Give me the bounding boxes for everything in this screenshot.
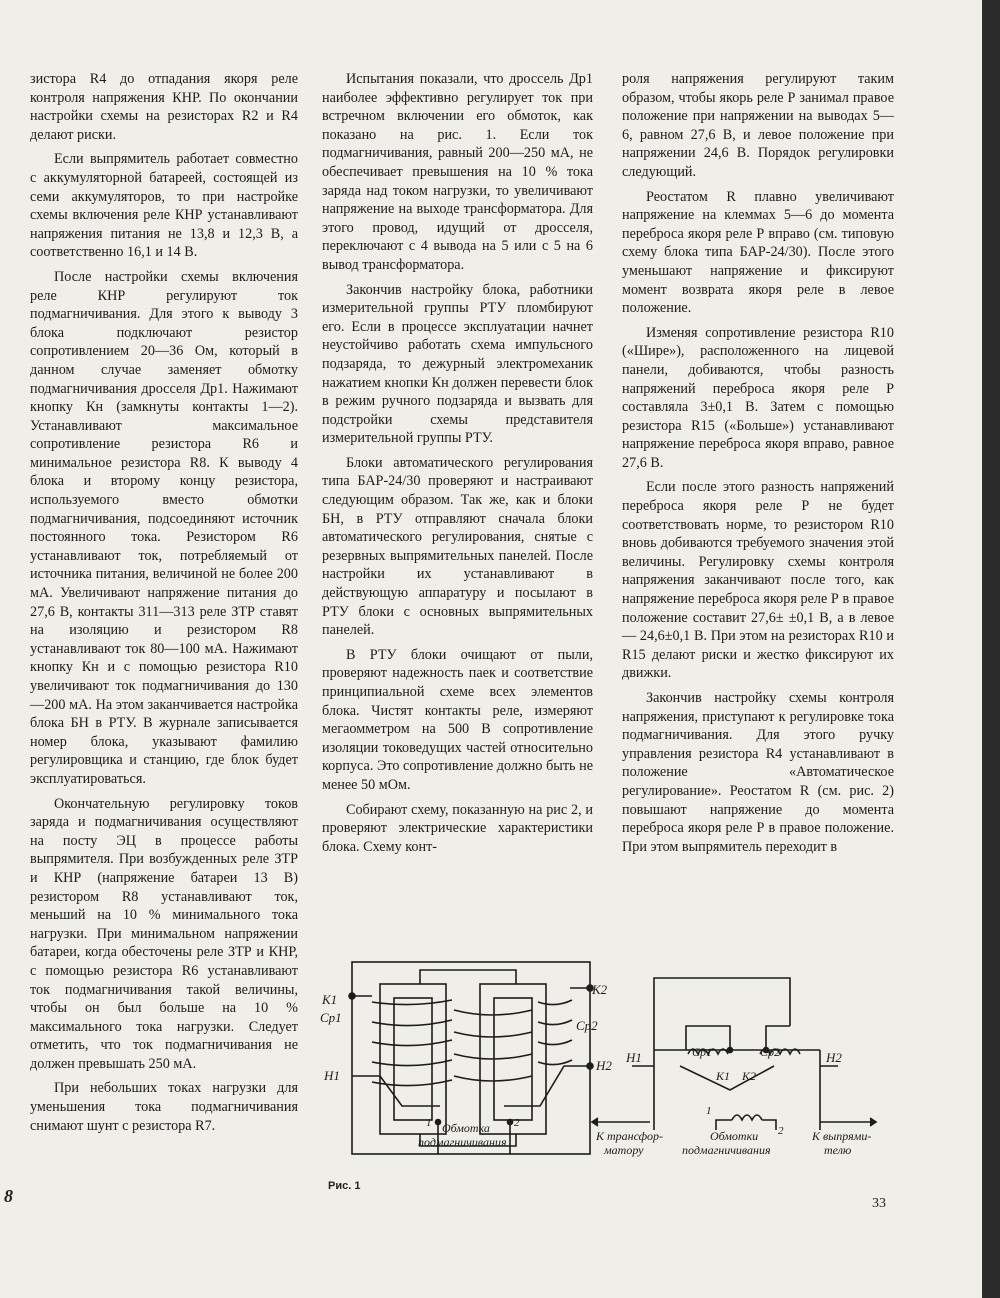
paragraph: Окончательную регулировку токов заряда и подмагничивания осуществляют на посту ЭЦ в процессе работы выпрямителя. При возбужденных реле ЗТР и КНР (напряжение батареи 13 В) резистором R8 устанавливают ток, меньший на 10 % минимального тока нагрузки. При минимальном напряжении батареи, когда обесточены реле ЗТР и КНР, с помощью резистора R6 устанавливают ток подмагничивания такой величины, чтобы он был больше на 10 % максимального тока нагрузки. Следует отметить, что ток подмагничивания не должен превышать 250 мА. xyxy=(30,795,298,1072)
paragraph: Собирают схему, показанную на рис 2, и проверяют электрические характеристики блока. Схему конт- xyxy=(322,801,593,855)
label-cp1-right: Ср1 xyxy=(692,1045,713,1059)
label-cp1-left: Ср1 xyxy=(320,1010,342,1025)
label-to-rectifier-2: телю xyxy=(824,1143,852,1157)
label-coil-left-1: 1 xyxy=(426,1117,432,1129)
label-cp2-left: Ср2 xyxy=(576,1018,598,1033)
label-h1-right: Н1 xyxy=(626,1050,642,1065)
paragraph: Испытания показали, что дроссель Др1 наиболее эффективно регулирует ток при встречном включении его обмоток, как показано на рис. 1. Если ток подмагничивания, равный 200—250 мА, не обеспечивает превышения на 10 % тока заряда над током нагрузки, то увеличивают напряжение на выходе трансформатора. Для этого провод, идущий от дросселя, переключают с 4 вывода на 5 или с 5 на 6 вывод трансформатора. xyxy=(322,71,593,273)
label-k1-left: К1 xyxy=(322,992,338,1007)
label-coil-left-caption-2: подмагничивания xyxy=(418,1135,507,1149)
paragraph: роля напряжения регулируют таким образом, чтобы якорь реле Р занимал правое положение при напряжении на выводах 5—6, равном 27,6 В, и левое положение при напряжении 24,6 В. Порядок регулировки следующий. xyxy=(622,71,894,180)
text-column-3 xyxy=(622,70,894,862)
label-k2-left: К2 xyxy=(592,982,608,997)
label-h1-left: Н1 xyxy=(324,1068,340,1083)
edge-mark: 8 xyxy=(4,1186,13,1206)
label-k2-right: К2 xyxy=(742,1069,756,1083)
label-coil-left-2: 2 xyxy=(514,1117,520,1129)
paragraph: Изменяя сопротивление резистора R10 («Шире»), расположенного на лицевой панели, добиваются, чтобы разность напряжений переброса якоря реле Р составляла 3±0,1 В. Затем с помощью резистора R15 («Больше») устанавливают напряжение переброса якоря вправо, равное 27,6 В. xyxy=(622,324,894,471)
label-coil-right-caption-2: подмагничивания xyxy=(682,1143,771,1157)
paragraph: Блоки автоматического регулирования типа БАР-24/30 проверяют и настраивают следующим образом. Так же, как и блоки БН, в РТУ отправляют сначала блоки автоматического регулирования, снятые с резервных выпрямительных панелей. После настройки их устанавливают в действующую аппаратуру и посылают в РТУ блоки с основных выпрямительных панелей. xyxy=(322,454,593,639)
label-cp2-right: Ср2 xyxy=(760,1045,781,1059)
paragraph: При небольших токах нагрузки для уменьшения тока подмагничивания снимают шунт с резистора R7. xyxy=(30,1080,298,1134)
paragraph: В РТУ блоки очищают от пыли, проверяют надежность паек и соответствие принципиальной схеме всех элементов блока. Чистят контакты реле, измеряют мегаомметром на 500 В сопротивление изоляции токоведущих частей относительно корпуса. Это сопротивление должно быть не менее 50 мОм. xyxy=(322,646,593,793)
paragraph: После настройки схемы включения реле КНР регулируют ток подмагничивания. Для этого к выводу 3 блока подключают резистор сопротивлением 20—36 Ом, который в данном случае заменяет обмотку подмагничивания дросселя Др1. Нажимают кнопку Кн (замкнуты контакты 1—2). Устанавливают максимальное сопротивление резистора R6 и минимальное резистора R8. К выводу 4 блока и второму концу резистора, используемого вместо обмотки подмагничивания, подсоединяют источник постоянного тока. Резистором R6 устанавливают ток, потребляемый от источника питания, величиной не более 200 мА. Увеличивают напряжение питания до 27,6 В, контакты 311—313 реле ЗТР ставят на изоляцию и резистором R8 устанавливают ток 80—100 мА. Нажимают кнопку Кн и с помощью резистора R10 увеличивают ток подмагничивания до 130—200 мА. На этом заканчивается настройка блока БН в РТУ. В журнале записывается номер блока, указывают фамилию регулировщика и станцию, где блок будет эксплуатироваться. xyxy=(30,268,298,787)
text-column-1 xyxy=(30,70,298,1141)
figure-1-circuit-diagram xyxy=(320,950,900,1180)
label-h2-left: Н2 xyxy=(596,1058,612,1073)
label-k1-right: К1 xyxy=(716,1069,730,1083)
label-to-transformer-2: матору xyxy=(604,1143,644,1157)
label-to-rectifier-1: К выпрями- xyxy=(812,1129,872,1143)
label-to-transformer-1: К трансфор- xyxy=(596,1129,663,1143)
label-h2-right: Н2 xyxy=(826,1050,842,1065)
paragraph: зистора R4 до отпадания якоря реле контроля напряжения КНР. По окончании настройки схемы на резисторах R2 и R4 делают риски. xyxy=(30,71,298,143)
label-coil-right-2: 2 xyxy=(778,1125,784,1137)
paragraph: Реостатом R плавно увеличивают напряжение на клеммах 5—6 до момента переброса якоря реле Р вправо (см. типовую схему блока типа БАР-24/30). После этого уменьшают напряжение и фиксируют момент возврата якоря реле в левое положение. xyxy=(622,188,894,317)
paragraph: Закончив настройку блока, работники измерительной группы РТУ пломбируют его. Если в процессе эксплуатации начнет неустойчиво работать схема импульсного подзаряда, то дежурный электромеханик нажатием кнопки Кн должен перевести блок в режим ручного подзаряда и вызвать для подстройки схемы представителя измерительной группы РТУ. xyxy=(322,281,593,447)
label-coil-right-1: 1 xyxy=(706,1105,712,1117)
text-column-2 xyxy=(322,70,593,862)
label-coil-right-caption-1: Обмотки xyxy=(710,1129,759,1143)
paragraph: Если после этого разность напряжений переброса якоря реле Р не будет соответствовать норме, то резистором R10 вновь добиваются требуемого значения этой величины. Регулировку схемы контроля напряжения заканчивают после того, как напряжение переброса якоря реле Р в правое положение составит 27,6± ±0,1 В, а в левое — 24,6±0,1 В. При этом на резисторах R10 и R15 делают риски и жестко фиксируют их движки. xyxy=(622,479,894,682)
label-coil-left-caption-1: Обмотка xyxy=(442,1121,490,1135)
page-number: 33 xyxy=(872,1196,886,1211)
paragraph: Если выпрямитель работает совместно с аккумуляторной батареей, состоящей из семи аккумуляторов, то при настройке схемы включения реле КНР устанавливают напряжения питания не 13,8 и 12,3 В, а соответственно 16,1 и 14 В. xyxy=(30,151,298,261)
figure-caption: Рис. 1 xyxy=(328,1180,361,1192)
paragraph: Закончив настройку схемы контроля напряжения, приступают к регулировке тока подмагничивания. Для этого ручку управления резистора R4 устанавливают в положение «Автоматическое регулирование». Реостатом R (см. рис. 2) повышают напряжение до момента переброса якоря реле Р в правое положение. При этом выпрямитель переходит в xyxy=(622,690,894,855)
